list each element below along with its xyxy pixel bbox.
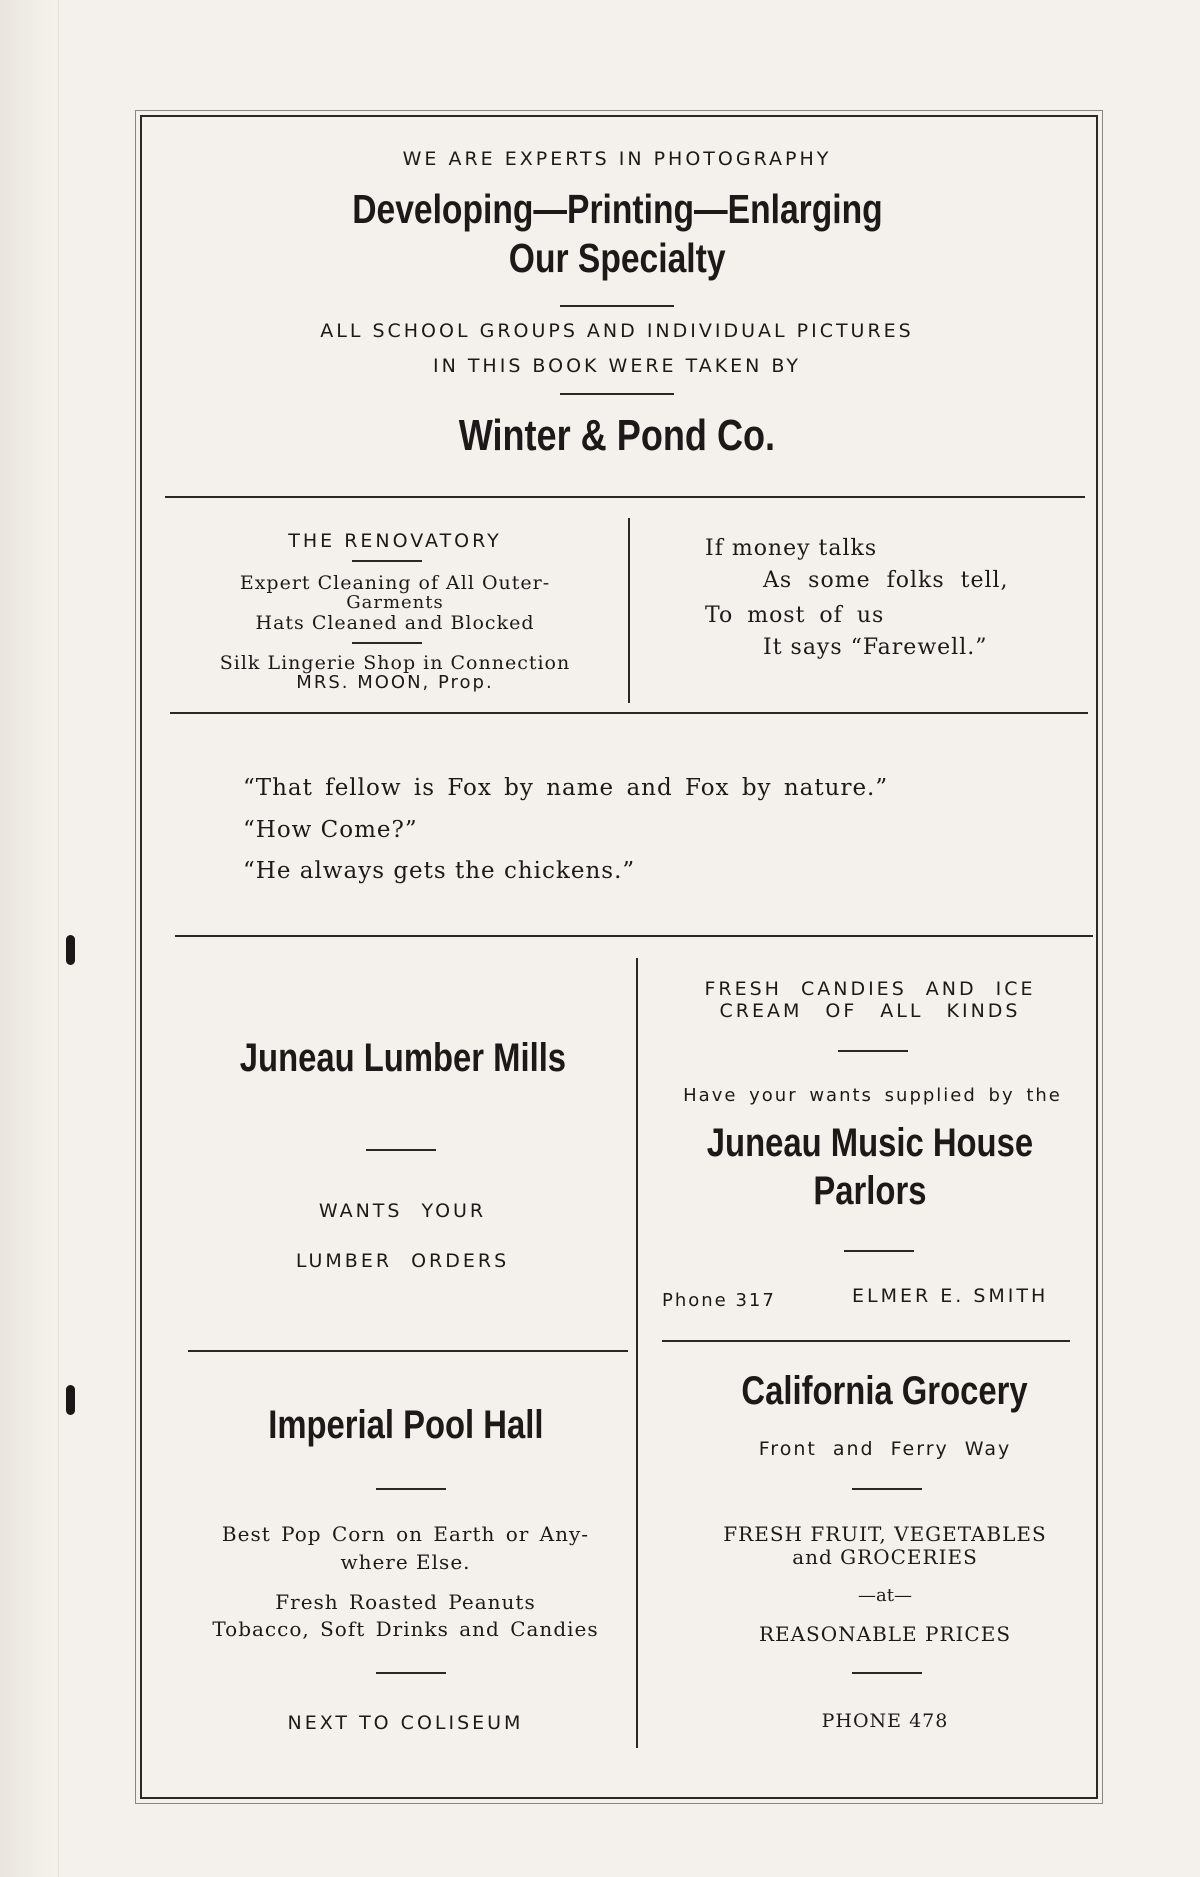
binding-hole	[66, 935, 75, 965]
music-line2: CREAM OF ALL KINDS	[719, 1000, 1021, 1022]
joke-line2: “How Come?”	[243, 817, 418, 843]
grocery-phone: PHONE 478	[821, 1710, 949, 1732]
grocery-address: Front and Ferry Way	[758, 1438, 1012, 1460]
section-divider	[175, 935, 1093, 937]
lumber-line2: LUMBER ORDERS	[295, 1250, 510, 1272]
lumber-line1: WANTS YOUR	[318, 1200, 487, 1222]
rule	[366, 1149, 436, 1151]
rule	[376, 1488, 446, 1490]
joke-line1: “That fellow is Fox by name and Fox by nature.”	[243, 775, 889, 801]
pool-line1: Best Pop Corn on Earth or Any-	[221, 1522, 590, 1546]
rule	[838, 1050, 908, 1052]
section-divider	[662, 1340, 1070, 1342]
rule	[376, 1672, 446, 1674]
section-divider	[165, 496, 1085, 498]
renovatory-line3: Hats Cleaned and Blocked	[255, 612, 535, 634]
photo-company	[160, 410, 1074, 461]
music-owner: ELMER E. SMITH	[852, 1285, 1049, 1307]
renovatory-line4: Silk Lingerie Shop in Connection	[219, 652, 571, 674]
binding-hole	[66, 1385, 75, 1415]
lumber-name: Juneau Lumber Mills	[239, 1036, 566, 1080]
pool-name: Imperial Pool Hall	[267, 1403, 544, 1447]
verse-line4: It says “Farewell.”	[763, 635, 988, 660]
rule	[352, 642, 422, 644]
music-name-line2: Parlors	[813, 1169, 927, 1213]
pool-name-wrap	[178, 1402, 633, 1448]
rule	[844, 1250, 914, 1252]
grocery-line1: FRESH FRUIT, VEGETABLES	[723, 1522, 1047, 1546]
grocery-name: California Grocery	[741, 1369, 1029, 1413]
photo-headline-line2: Our Specialty	[508, 235, 726, 281]
renovatory-proprietor: MRS. MOON, Prop.	[296, 672, 494, 693]
photo-body-line2: IN THIS BOOK WERE TAKEN BY	[432, 355, 802, 377]
music-phone: Phone 317	[662, 1290, 776, 1311]
verse-line2: As some folks tell,	[763, 568, 1009, 593]
renovatory-title: THE RENOVATORY	[288, 530, 502, 552]
photo-tagline: WE ARE EXPERTS IN PHOTOGRAPHY	[402, 148, 832, 170]
verse-line3: To most of us	[705, 603, 885, 628]
rule	[852, 1672, 922, 1674]
photo-specialty	[160, 234, 1074, 282]
music-name-wrap	[645, 1120, 1095, 1166]
column-divider	[636, 958, 638, 1748]
pool-line2: where Else.	[340, 1550, 471, 1574]
lumber-name-wrap	[175, 1035, 630, 1081]
grocery-name-wrap	[645, 1368, 1125, 1414]
section-divider	[188, 1350, 628, 1352]
rule	[852, 1488, 922, 1490]
grocery-line3: —at—	[858, 1585, 912, 1606]
music-line3: Have your wants supplied by the	[683, 1085, 1062, 1106]
photo-body-line1: ALL SCHOOL GROUPS AND INDIVIDUAL PICTURES	[320, 320, 914, 342]
section-divider	[170, 712, 1088, 714]
photo-company-name: Winter & Pond Co.	[458, 411, 776, 460]
music-name-wrap2	[645, 1168, 1095, 1214]
rule	[352, 560, 422, 562]
grocery-line4: REASONABLE PRICES	[758, 1622, 1012, 1646]
photo-headline	[160, 185, 1074, 233]
verse-line1: If money talks	[705, 536, 878, 561]
page-binding-edge	[0, 0, 59, 1877]
music-line1: FRESH CANDIES AND ICE	[704, 978, 1036, 1000]
grocery-line2: and GROCERIES	[792, 1545, 978, 1569]
music-name-line1: Juneau Music House	[706, 1121, 1034, 1165]
rule	[560, 393, 674, 395]
pool-location: NEXT TO COLISEUM	[287, 1712, 524, 1734]
column-divider	[628, 518, 630, 703]
pool-line4: Tobacco, Soft Drinks and Candies	[212, 1617, 599, 1641]
renovatory-line1: Expert Cleaning of All Outer-	[239, 572, 551, 594]
joke-line3: “He always gets the chickens.”	[243, 858, 636, 884]
renovatory-line2: Garments	[346, 592, 444, 613]
rule	[560, 305, 674, 307]
pool-line3: Fresh Roasted Peanuts	[275, 1590, 536, 1614]
photo-headline-line1: Developing—Printing—Enlarging	[351, 186, 883, 232]
